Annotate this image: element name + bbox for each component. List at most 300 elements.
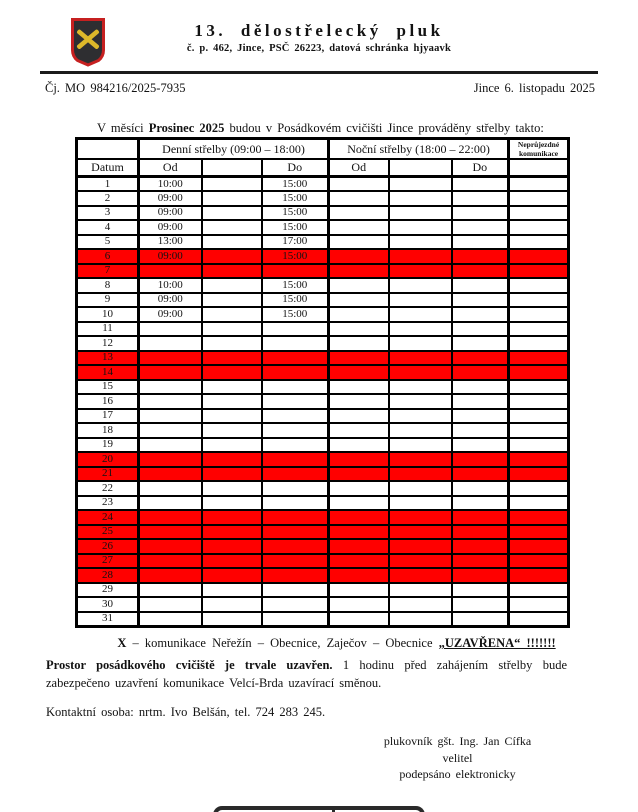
time-cell [329,583,389,598]
time-cell: 09:00 [139,293,202,308]
time-cell [329,220,389,235]
time-cell [329,409,389,424]
time-cell [329,191,389,206]
time-cell [262,554,329,569]
time-cell [509,177,569,192]
time-cell [262,612,329,627]
time-cell [139,322,202,337]
reference-row [45,81,595,96]
time-cell [262,510,329,525]
table-row [77,438,569,453]
time-cell [262,351,329,366]
time-cell: 15:00 [262,278,329,293]
intro-sentence [97,121,544,136]
time-cell: 09:00 [139,249,202,264]
time-cell [509,554,569,569]
closure-rest-text: 1 hodinu před zahájením střelby bude zabezpečeno uzavření komunikace Velcí-Brda uzavírací směnou. [46,658,567,690]
time-cell [452,467,509,482]
date-cell: 18 [77,423,139,438]
date-cell: 8 [77,278,139,293]
time-cell [139,336,202,351]
time-cell [202,554,262,569]
time-cell [139,583,202,598]
empty-header-cell [509,159,569,177]
table-row [77,539,569,554]
place-and-date: Jince 6. listopadu 2025 [473,81,595,95]
time-cell [202,409,262,424]
time-cell [389,409,452,424]
x-note-text: – komunikace Neřežín – Obecnice, Zaječov – Obecnice [126,636,439,650]
time-cell [139,351,202,366]
time-cell [202,177,262,192]
time-cell [262,423,329,438]
time-cell [389,423,452,438]
time-cell [262,583,329,598]
time-cell [202,394,262,409]
time-cell [139,496,202,511]
table-row [77,394,569,409]
table-row [77,612,569,627]
time-cell [202,467,262,482]
time-cell [509,322,569,337]
time-cell [389,438,452,453]
date-cell: 29 [77,583,139,598]
time-cell [139,438,202,453]
electronic-signature-note: podepsáno elektronicky [399,767,516,781]
date-cell: 23 [77,496,139,511]
time-cell [452,481,509,496]
time-cell: 15:00 [262,293,329,308]
time-cell [389,351,452,366]
time-cell [509,438,569,453]
time-cell [202,206,262,221]
time-cell [202,510,262,525]
time-cell [452,264,509,279]
time-cell [262,438,329,453]
time-cell: 09:00 [139,191,202,206]
time-cell [389,249,452,264]
time-cell [509,409,569,424]
time-cell [452,365,509,380]
time-cell [389,322,452,337]
regiment-address: č. p. 462, Jince, PSČ 26223, datová schránka hjyaavk [186,43,452,54]
time-cell [329,496,389,511]
time-cell [389,568,452,583]
table-row [77,510,569,525]
date-cell: 20 [77,452,139,467]
time-cell [139,481,202,496]
table-row [77,191,569,206]
time-cell [452,452,509,467]
time-cell [329,351,389,366]
time-cell [389,510,452,525]
time-cell [452,496,509,511]
contact-line: Kontaktní osoba: nrtm. Ivo Belšán, tel. 724 283 245. [46,705,326,719]
time-cell [139,423,202,438]
time-cell [202,583,262,598]
time-cell [389,264,452,279]
date-cell: 15 [77,380,139,395]
time-cell [139,597,202,612]
empty-header-cell [202,159,262,177]
date-cell: 27 [77,554,139,569]
time-cell [389,365,452,380]
time-cell [329,380,389,395]
date-cell: 11 [77,322,139,337]
time-cell [202,293,262,308]
bottom-cutoff-box [213,806,425,812]
date-cell: 14 [77,365,139,380]
time-cell [329,177,389,192]
time-cell [329,467,389,482]
time-cell [202,322,262,337]
time-cell [509,510,569,525]
time-cell [329,293,389,308]
time-cell: 13:00 [139,235,202,250]
time-cell [202,568,262,583]
closed-roads-header: Neprůjezdné komunikace [509,139,569,160]
time-cell [202,525,262,540]
table-row [77,568,569,583]
date-cell: 5 [77,235,139,250]
date-cell: 30 [77,597,139,612]
time-cell: 15:00 [262,220,329,235]
time-cell [389,235,452,250]
table-row [77,583,569,598]
date-cell: 25 [77,525,139,540]
time-cell [389,525,452,540]
time-cell [389,220,452,235]
time-cell [509,191,569,206]
time-cell [389,177,452,192]
date-cell: 1 [77,177,139,192]
time-cell [509,568,569,583]
time-cell [262,380,329,395]
table-row [77,336,569,351]
day-to-header: Do [262,159,329,177]
time-cell: 09:00 [139,220,202,235]
time-cell [329,481,389,496]
time-cell [509,206,569,221]
time-cell [202,365,262,380]
date-cell: 24 [77,510,139,525]
time-cell [202,278,262,293]
time-cell [452,583,509,598]
time-cell [452,409,509,424]
time-cell [509,220,569,235]
date-column-header: Datum [77,159,139,177]
time-cell [452,612,509,627]
time-cell [262,481,329,496]
time-cell [452,278,509,293]
time-cell [329,322,389,337]
time-cell [509,351,569,366]
time-cell: 10:00 [139,177,202,192]
time-cell [262,525,329,540]
date-cell: 19 [77,438,139,453]
time-cell: 15:00 [262,191,329,206]
time-cell [329,278,389,293]
time-cell [509,264,569,279]
time-cell [452,293,509,308]
time-cell [329,394,389,409]
shooting-schedule-table [75,137,570,628]
time-cell: 15:00 [262,206,329,221]
table-row [77,351,569,366]
time-cell [389,278,452,293]
time-cell [202,307,262,322]
date-cell: 16 [77,394,139,409]
table-row [77,525,569,540]
night-from-header: Od [329,159,389,177]
time-cell [389,583,452,598]
schedule-table-body [77,177,569,627]
empty-header-cell [389,159,452,177]
time-cell [509,597,569,612]
time-cell [509,496,569,511]
time-cell [389,380,452,395]
date-cell: 13 [77,351,139,366]
time-cell [452,597,509,612]
time-cell [452,249,509,264]
column-header-row [77,159,569,177]
table-row [77,249,569,264]
reference-number: Čj. MO 984216/2025-7935 [45,81,186,95]
time-cell [452,336,509,351]
time-cell [262,539,329,554]
time-cell [202,612,262,627]
date-cell: 9 [77,293,139,308]
time-cell: 09:00 [139,206,202,221]
time-cell [452,220,509,235]
time-cell [202,597,262,612]
time-cell: 15:00 [262,249,329,264]
time-cell [509,583,569,598]
time-cell [329,554,389,569]
table-row [77,264,569,279]
signer-role: velitel [442,750,473,765]
time-cell [329,612,389,627]
time-cell [139,612,202,627]
time-cell [139,380,202,395]
time-cell [262,597,329,612]
time-cell [139,452,202,467]
night-shooting-header: Noční střelby (18:00 – 22:00) [329,139,509,160]
table-row [77,365,569,380]
table-row [77,206,569,221]
signature-block [330,733,585,783]
time-cell [262,467,329,482]
time-cell [389,206,452,221]
time-cell [202,539,262,554]
time-cell [202,191,262,206]
date-cell: 10 [77,307,139,322]
table-row [77,307,569,322]
time-cell [202,351,262,366]
time-cell [329,510,389,525]
time-cell [262,496,329,511]
time-cell: 09:00 [139,307,202,322]
time-cell [452,322,509,337]
time-cell [262,394,329,409]
time-cell [329,235,389,250]
table-row [77,597,569,612]
time-cell [139,394,202,409]
time-cell [509,336,569,351]
table-row [77,452,569,467]
table-row [77,496,569,511]
table-row [77,177,569,192]
time-cell [202,220,262,235]
road-closure-note [0,636,638,651]
time-cell [202,423,262,438]
time-cell [509,235,569,250]
time-cell [139,409,202,424]
time-cell [139,554,202,569]
time-cell [202,481,262,496]
time-cell [509,452,569,467]
time-cell [509,365,569,380]
time-cell [389,452,452,467]
time-cell [329,452,389,467]
time-cell [509,423,569,438]
time-cell [509,380,569,395]
time-cell [329,365,389,380]
time-cell: 17:00 [262,235,329,250]
date-cell: 31 [77,612,139,627]
time-cell [262,452,329,467]
time-cell [452,380,509,395]
time-cell [452,510,509,525]
time-cell [452,177,509,192]
time-cell [139,365,202,380]
time-cell [509,394,569,409]
time-cell [452,539,509,554]
time-cell [389,539,452,554]
time-cell [389,307,452,322]
closure-paragraph [46,657,567,692]
time-cell [262,322,329,337]
x-marker: X [117,636,127,650]
time-cell [509,525,569,540]
time-cell [202,249,262,264]
time-cell [452,525,509,540]
time-cell [329,264,389,279]
intro-month: Prosinec 2025 [148,121,225,135]
table-row [77,423,569,438]
table-row [77,409,569,424]
time-cell: 15:00 [262,177,329,192]
time-cell [202,235,262,250]
closure-bold-text: Prostor posádkového cvičiště je trvale uzavřen. [46,658,333,672]
time-cell [509,481,569,496]
date-cell: 3 [77,206,139,221]
time-cell [139,568,202,583]
time-cell [509,467,569,482]
table-row [77,235,569,250]
date-cell: 2 [77,191,139,206]
date-cell: 12 [77,336,139,351]
date-cell: 6 [77,249,139,264]
group-header-row [77,139,569,160]
time-cell [452,423,509,438]
time-cell: 15:00 [262,307,329,322]
regiment-title: 13. dělostřelecký pluk [194,21,444,40]
date-cell: 22 [77,481,139,496]
time-cell [452,438,509,453]
time-cell [389,467,452,482]
time-cell [452,351,509,366]
table-row [77,220,569,235]
day-shooting-header: Denní střelby (09:00 – 18:00) [139,139,329,160]
time-cell [262,409,329,424]
time-cell [509,539,569,554]
time-cell [329,539,389,554]
time-cell [329,423,389,438]
time-cell [452,554,509,569]
time-cell [262,365,329,380]
date-cell: 17 [77,409,139,424]
time-cell [389,191,452,206]
time-cell [452,206,509,221]
time-cell [509,612,569,627]
time-cell [329,568,389,583]
time-cell [389,597,452,612]
time-cell [202,438,262,453]
night-to-header: Do [452,159,509,177]
time-cell [329,438,389,453]
time-cell [329,597,389,612]
time-cell [262,568,329,583]
time-cell [389,481,452,496]
time-cell [452,307,509,322]
time-cell [509,249,569,264]
date-cell: 28 [77,568,139,583]
time-cell [139,467,202,482]
time-cell [389,554,452,569]
table-row [77,322,569,337]
table-row [77,380,569,395]
table-row [77,481,569,496]
time-cell [202,264,262,279]
time-cell [262,336,329,351]
date-cell: 4 [77,220,139,235]
time-cell [389,293,452,308]
time-cell [329,336,389,351]
time-cell [389,336,452,351]
time-cell: 10:00 [139,278,202,293]
date-cell: 21 [77,467,139,482]
time-cell [329,525,389,540]
time-cell [139,264,202,279]
time-cell [509,293,569,308]
date-cell: 26 [77,539,139,554]
intro-prefix: V měsíci [97,121,149,135]
table-row [77,467,569,482]
table-row [77,554,569,569]
time-cell [509,278,569,293]
time-cell [452,235,509,250]
time-cell [202,336,262,351]
table-row [77,293,569,308]
time-cell [262,264,329,279]
time-cell [389,612,452,627]
time-cell [329,249,389,264]
signer-name: plukovník gšt. Ing. Jan Cífka [383,734,532,748]
time-cell [329,206,389,221]
time-cell [452,568,509,583]
time-cell [509,307,569,322]
